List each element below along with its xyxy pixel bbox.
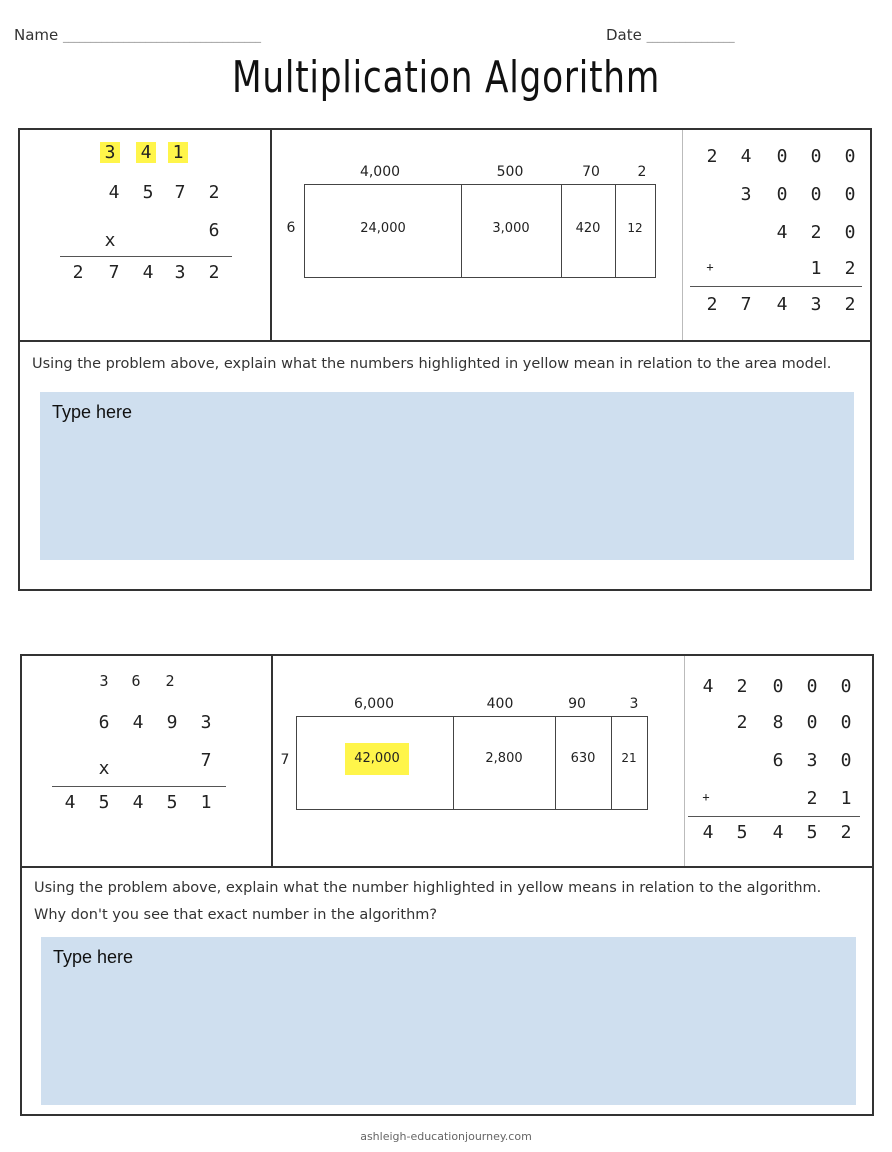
partial-digit: 2 (844, 258, 856, 279)
area-cell: 2,800 (485, 751, 523, 766)
carry-digit: 6 (131, 672, 141, 690)
result-digit: 2 (72, 262, 84, 283)
top-digit: 4 (108, 182, 120, 203)
date-label: Date ________________ (606, 26, 735, 44)
sum-digit: 4 (776, 294, 788, 315)
top-digit: 3 (200, 712, 212, 733)
partial-digit: 3 (806, 750, 818, 771)
result-digit: 1 (200, 792, 212, 813)
sum-digit: 4 (772, 822, 784, 843)
result-digit: 4 (132, 792, 144, 813)
multiplier-digit: 6 (208, 220, 220, 241)
partial-digit: 0 (844, 146, 856, 167)
partial-digit: 0 (840, 712, 852, 733)
area-cell: 3,000 (492, 221, 530, 236)
times-sign: x (104, 230, 116, 251)
problem-2-card (20, 654, 874, 1116)
partial-digit: 0 (844, 184, 856, 205)
sum-digit: 2 (844, 294, 856, 315)
result-digit: 7 (108, 262, 120, 283)
partial-digit: 0 (776, 146, 788, 167)
sum-digit: 2 (840, 822, 852, 843)
area-header: 6,000 (353, 696, 395, 712)
carry-digit: 2 (165, 672, 175, 690)
question-prompt: Using the problem above, explain what the numbers highlighted in yellow mean in relation to the area model. (32, 356, 832, 372)
carry-digit: 3 (99, 672, 109, 690)
plus-sign: + (702, 790, 710, 804)
partial-digit: 0 (840, 676, 852, 697)
partial-digit: 1 (840, 788, 852, 809)
page-title: Multiplication Algorithm (231, 52, 661, 103)
partial-digit: 2 (736, 712, 748, 733)
sum-digit: 5 (736, 822, 748, 843)
area-grid (304, 184, 656, 278)
partial-digit: 0 (844, 222, 856, 243)
area-side-label: 6 (286, 220, 296, 236)
answer-text-box[interactable]: Type here (40, 392, 854, 560)
area-header: 400 (486, 696, 514, 712)
name-label: Name ____________________________________ (14, 26, 262, 44)
times-sign: x (98, 758, 110, 779)
partial-digit: 0 (772, 676, 784, 697)
partial-digit: 0 (810, 184, 822, 205)
partial-digit: 0 (806, 712, 818, 733)
question-prompt-line-2: Why don't you see that exact number in the algorithm? (34, 907, 438, 923)
area-header: 4,000 (359, 164, 401, 180)
problem-1-card (18, 128, 872, 591)
partial-digit: 6 (772, 750, 784, 771)
area-cell: 630 (570, 751, 596, 766)
area-side-label: 7 (280, 752, 290, 768)
partial-digit: 4 (702, 676, 714, 697)
footer-website: ashleigh-educationjourney.com (360, 1130, 532, 1143)
area-cell: 21 (621, 751, 637, 765)
top-digit: 7 (174, 182, 186, 203)
partial-digit: 0 (806, 676, 818, 697)
partial-digit: 0 (776, 184, 788, 205)
sum-digit: 7 (740, 294, 752, 315)
result-digit: 4 (142, 262, 154, 283)
area-header: 70 (582, 164, 600, 180)
partial-digit: 2 (810, 222, 822, 243)
carry-digit: 4 (136, 142, 156, 163)
sum-digit: 3 (810, 294, 822, 315)
sum-digit: 4 (702, 822, 714, 843)
top-digit: 9 (166, 712, 178, 733)
area-cell-highlighted: 42,000 (345, 743, 409, 775)
partial-digit: 3 (740, 184, 752, 205)
question-prompt-line-1: Using the problem above, explain what the number highlighted in yellow means in relation to the algorithm. (34, 880, 822, 896)
partial-digit: 8 (772, 712, 784, 733)
partial-digit: 0 (810, 146, 822, 167)
carry-digit: 1 (168, 142, 188, 163)
sum-digit: 5 (806, 822, 818, 843)
partial-digit: 2 (736, 676, 748, 697)
area-cell: 420 (575, 221, 601, 236)
partial-digit: 1 (810, 258, 822, 279)
top-digit: 6 (98, 712, 110, 733)
carry-digit: 3 (100, 142, 120, 163)
partial-digit: 0 (840, 750, 852, 771)
area-grid (296, 716, 648, 810)
area-header: 500 (496, 164, 524, 180)
answer-text-box[interactable]: Type here (41, 937, 856, 1105)
result-digit: 5 (98, 792, 110, 813)
result-digit: 5 (166, 792, 178, 813)
plus-sign: + (706, 260, 714, 274)
partial-digit: 2 (806, 788, 818, 809)
partial-digit: 2 (706, 146, 718, 167)
partial-digit: 4 (776, 222, 788, 243)
area-cell: 12 (627, 221, 643, 235)
area-cell: 24,000 (360, 221, 406, 236)
area-header: 90 (568, 696, 586, 712)
top-digit: 4 (132, 712, 144, 733)
result-digit: 3 (174, 262, 186, 283)
area-header: 2 (637, 164, 647, 180)
area-header: 3 (629, 696, 639, 712)
result-digit: 4 (64, 792, 76, 813)
multiplier-digit: 7 (200, 750, 212, 771)
top-digit: 5 (142, 182, 154, 203)
sum-digit: 2 (706, 294, 718, 315)
top-digit: 2 (208, 182, 220, 203)
result-digit: 2 (208, 262, 220, 283)
partial-digit: 4 (740, 146, 752, 167)
